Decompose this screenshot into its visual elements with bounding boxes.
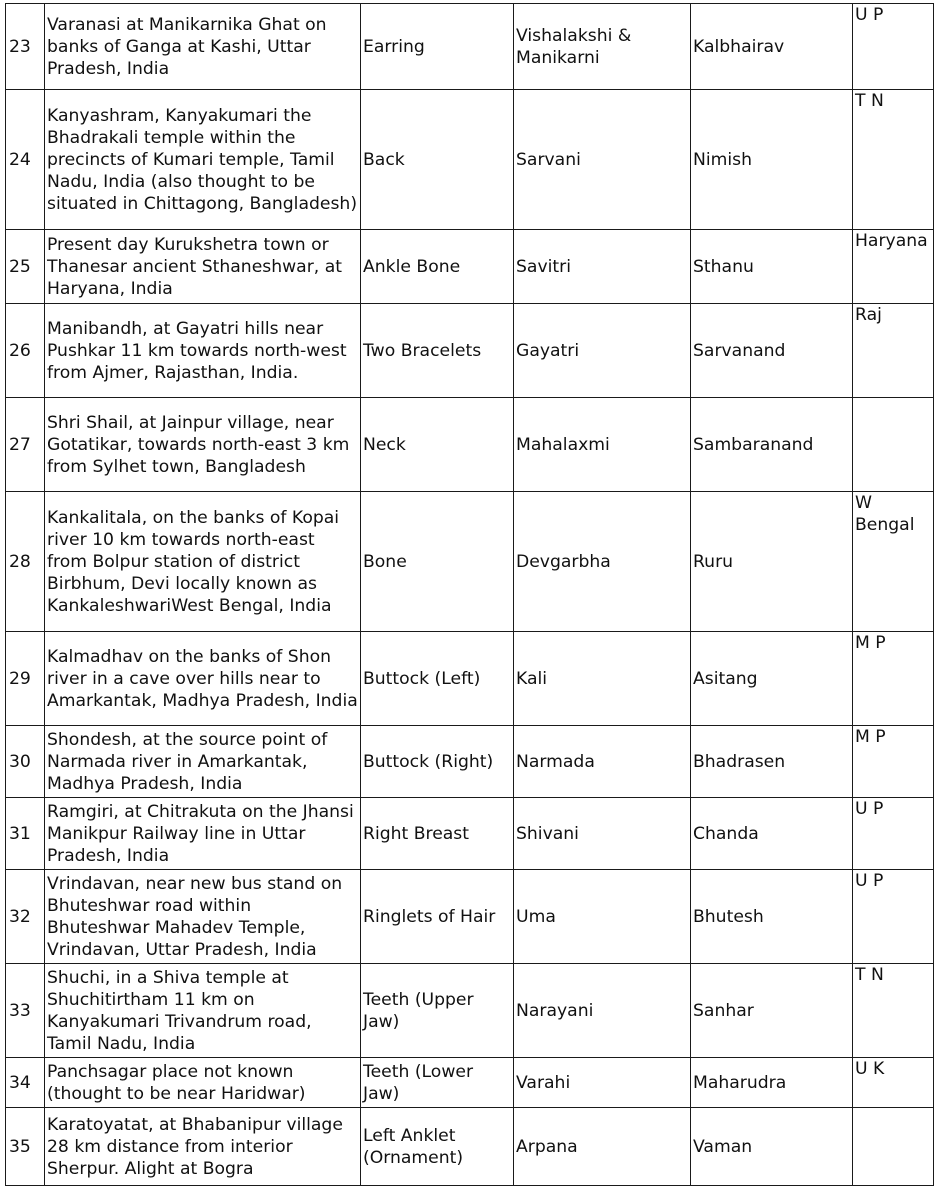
row-number: 34: [6, 1058, 45, 1108]
table-row: [6, 90, 934, 230]
row-number: 35: [6, 1108, 45, 1186]
bhairav-cell: Asitang: [691, 632, 853, 726]
shakti-cell: Vishalakshi & Manikarni: [514, 4, 691, 90]
table-row: [6, 1108, 934, 1186]
state-cell: [853, 492, 934, 632]
place-cell: Kankalitala, on the banks of Kopai river 10 km towards north-east from Bolpur station of district Birbhum, Devi locally known as KankaleshwariWest Bengal, India: [45, 492, 361, 632]
body-part-cell: Back: [361, 90, 514, 230]
table-row: [6, 1058, 934, 1108]
place-cell: Shri Shail, at Jainpur village, near Gotatikar, towards north-east 3 km from Sylhet town, Bangladesh: [45, 398, 361, 492]
shakti-cell: Gayatri: [514, 304, 691, 398]
bhairav-cell: Sambaranand: [691, 398, 853, 492]
place-cell: Karatoyatat, at Bhabanipur village 28 km distance from interior Sherpur. Alight at Bogra: [45, 1108, 361, 1186]
state-cell: [853, 4, 934, 90]
state-text: U K: [855, 1059, 885, 1079]
state-cell: [853, 632, 934, 726]
state-text: M P: [855, 727, 886, 747]
bhairav-cell: Sanhar: [691, 964, 853, 1058]
state-cell: [853, 1108, 934, 1186]
state-cell: [853, 398, 934, 492]
shakti-peeth-table: [5, 3, 934, 1186]
state-text: Raj: [855, 305, 882, 325]
place-cell: Kanyashram, Kanyakumari the Bhadrakali temple within the precincts of Kumari temple, Tamil Nadu, India (also thought to be situated in Chittagong, Bangladesh): [45, 90, 361, 230]
place-cell: Shondesh, at the source point of Narmada river in Amarkantak, Madhya Pradesh, India: [45, 726, 361, 798]
state-text: M P: [855, 633, 886, 653]
state-text: U P: [855, 5, 884, 25]
row-number: 29: [6, 632, 45, 726]
shakti-cell: Mahalaxmi: [514, 398, 691, 492]
shakti-cell: Varahi: [514, 1058, 691, 1108]
state-cell: [853, 304, 934, 398]
state-text: T N: [855, 965, 884, 985]
state-text: W Bengal: [855, 493, 915, 535]
bhairav-cell: Vaman: [691, 1108, 853, 1186]
place-cell: Kalmadhav on the banks of Shon river in a cave over hills near to Amarkantak, Madhya Pradesh, India: [45, 632, 361, 726]
row-number: 27: [6, 398, 45, 492]
shakti-cell: Uma: [514, 870, 691, 964]
row-number: 26: [6, 304, 45, 398]
body-part-cell: Buttock (Left): [361, 632, 514, 726]
row-number: 25: [6, 230, 45, 304]
state-text: T N: [855, 91, 884, 111]
row-number: 23: [6, 4, 45, 90]
bhairav-cell: Kalbhairav: [691, 4, 853, 90]
body-part-cell: Two Bracelets: [361, 304, 514, 398]
table-row: [6, 398, 934, 492]
body-part-cell: Left Anklet (Ornament): [361, 1108, 514, 1186]
table-row: [6, 870, 934, 964]
table-body: [6, 4, 934, 1186]
place-cell: Shuchi, in a Shiva temple at Shuchitirtham 11 km on Kanyakumari Trivandrum road, Tamil Nadu, India: [45, 964, 361, 1058]
shakti-cell: Shivani: [514, 798, 691, 870]
place-cell: Manibandh, at Gayatri hills near Pushkar 11 km towards north-west from Ajmer, Rajasthan, India.: [45, 304, 361, 398]
state-cell: [853, 964, 934, 1058]
body-part-cell: Ankle Bone: [361, 230, 514, 304]
shakti-cell: Devgarbha: [514, 492, 691, 632]
shakti-cell: Sarvani: [514, 90, 691, 230]
body-part-cell: Neck: [361, 398, 514, 492]
row-number: 31: [6, 798, 45, 870]
body-part-cell: Teeth (Lower Jaw): [361, 1058, 514, 1108]
bhairav-cell: Sarvanand: [691, 304, 853, 398]
body-part-cell: Bone: [361, 492, 514, 632]
bhairav-cell: Bhadrasen: [691, 726, 853, 798]
body-part-cell: Ringlets of Hair: [361, 870, 514, 964]
table-row: [6, 230, 934, 304]
shakti-cell: Arpana: [514, 1108, 691, 1186]
place-cell: Vrindavan, near new bus stand on Bhuteshwar road within Bhuteshwar Mahadev Temple, Vrindavan, Uttar Pradesh, India: [45, 870, 361, 964]
shakti-cell: Narayani: [514, 964, 691, 1058]
bhairav-cell: Chanda: [691, 798, 853, 870]
place-cell: Ramgiri, at Chitrakuta on the Jhansi Manikpur Railway line in Uttar Pradesh, India: [45, 798, 361, 870]
bhairav-cell: Nimish: [691, 90, 853, 230]
table-row: [6, 726, 934, 798]
row-number: 30: [6, 726, 45, 798]
shakti-cell: Savitri: [514, 230, 691, 304]
table-row: [6, 304, 934, 398]
row-number: 24: [6, 90, 45, 230]
table-row: [6, 964, 934, 1058]
body-part-cell: Buttock (Right): [361, 726, 514, 798]
place-cell: Present day Kurukshetra town or Thanesar ancient Sthaneshwar, at Haryana, India: [45, 230, 361, 304]
state-text: U P: [855, 871, 884, 891]
shakti-cell: Kali: [514, 632, 691, 726]
row-number: 32: [6, 870, 45, 964]
bhairav-cell: Ruru: [691, 492, 853, 632]
state-cell: [853, 1058, 934, 1108]
state-text: Haryana: [855, 231, 928, 251]
table-row: [6, 632, 934, 726]
state-cell: [853, 870, 934, 964]
table-row: [6, 4, 934, 90]
state-cell: [853, 726, 934, 798]
place-cell: Varanasi at Manikarnika Ghat on banks of Ganga at Kashi, Uttar Pradesh, India: [45, 4, 361, 90]
state-cell: [853, 230, 934, 304]
state-cell: [853, 798, 934, 870]
body-part-cell: Right Breast: [361, 798, 514, 870]
row-number: 28: [6, 492, 45, 632]
table-row: [6, 492, 934, 632]
body-part-cell: Earring: [361, 4, 514, 90]
bhairav-cell: Maharudra: [691, 1058, 853, 1108]
table-row: [6, 798, 934, 870]
body-part-cell: Teeth (Upper Jaw): [361, 964, 514, 1058]
bhairav-cell: Sthanu: [691, 230, 853, 304]
state-cell: [853, 90, 934, 230]
shakti-cell: Narmada: [514, 726, 691, 798]
bhairav-cell: Bhutesh: [691, 870, 853, 964]
place-cell: Panchsagar place not known (thought to be near Haridwar): [45, 1058, 361, 1108]
state-text: U P: [855, 799, 884, 819]
row-number: 33: [6, 964, 45, 1058]
